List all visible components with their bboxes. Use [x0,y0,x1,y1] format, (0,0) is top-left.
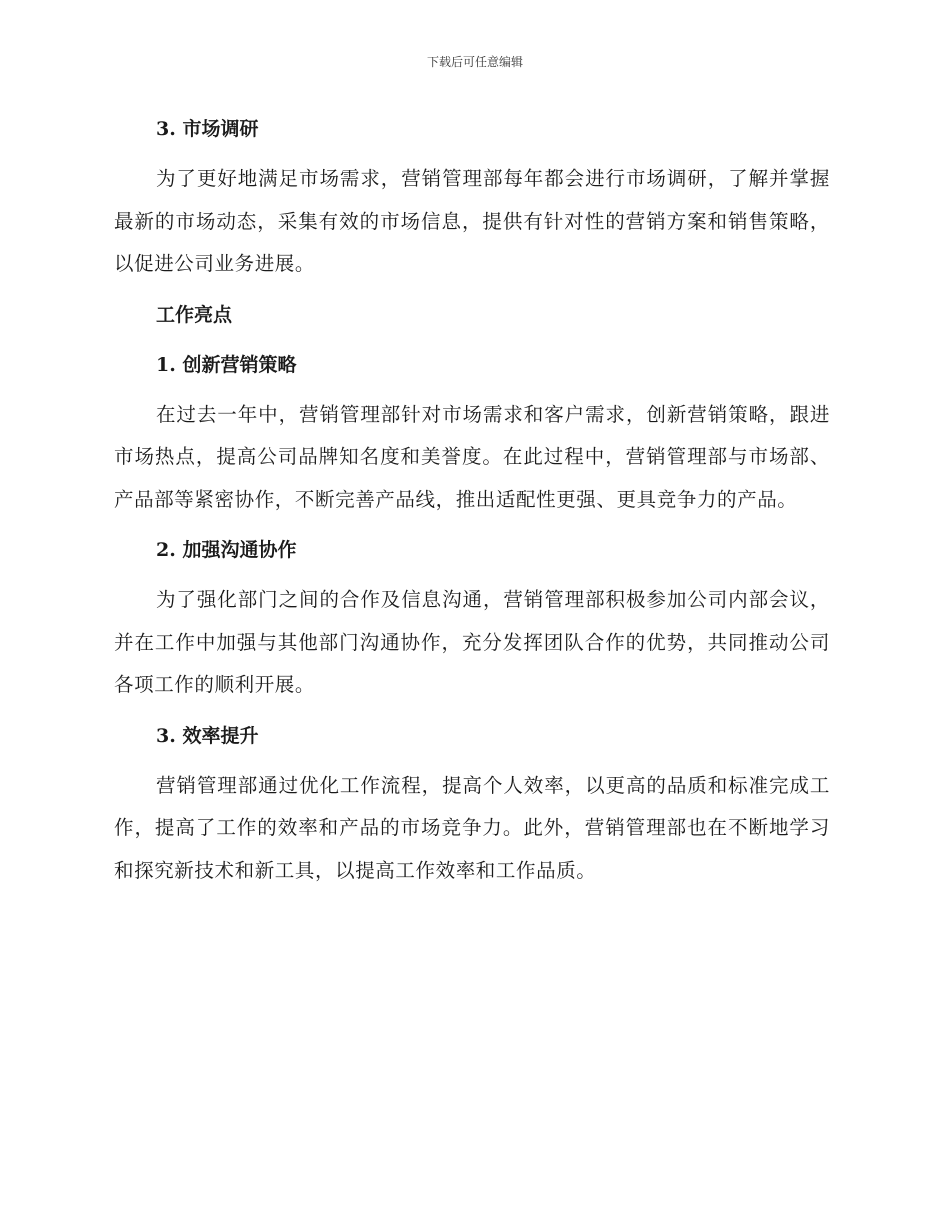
paragraph-communication: 为了强化部门之间的合作及信息沟通，营销管理部积极参加公司内部会议，并在工作中加强与其他部门沟通协作，充分发挥团队合作的优势，共同推动公司各项工作的顺利开展。 [114,588,830,696]
paragraph-innovation: 在过去一年中，营销管理部针对市场需求和客户需求，创新营销策略，跟进市场热点，提高公司品牌知名度和美誉度。在此过程中，营销管理部与市场部、产品部等紧密协作，不断完善产品线，推出适配性更强、更具竞争力的产品。 [114,402,830,511]
section-heading-efficiency: 3. 效率提升 [156,724,259,747]
section-heading-market-research: 3. 市场调研 [156,118,259,140]
paragraph-market-research: 为了更好地满足市场需求，营销管理部每年都会进行市场调研，了解并掌握最新的市场动态，采集有效的市场信息，提供有针对性的营销方案和销售策略，以促进公司业务进展。 [114,167,830,275]
section-heading-innovation: 1. 创新营销策略 [156,353,297,376]
paragraph-efficiency: 营销管理部通过优化工作流程，提高个人效率，以更高的品质和标准完成工作，提高了工作的效率和产品的市场竞争力。此外，营销管理部也在不断地学习和探究新技术和新工具，以提高工作效率和工作品质。 [114,773,830,882]
document-body [114,108,830,892]
header-note: 下载后可任意编辑 [426,55,523,69]
section-heading-highlights: 工作亮点 [156,303,233,326]
section-heading-communication: 2. 加强沟通协作 [156,539,297,561]
